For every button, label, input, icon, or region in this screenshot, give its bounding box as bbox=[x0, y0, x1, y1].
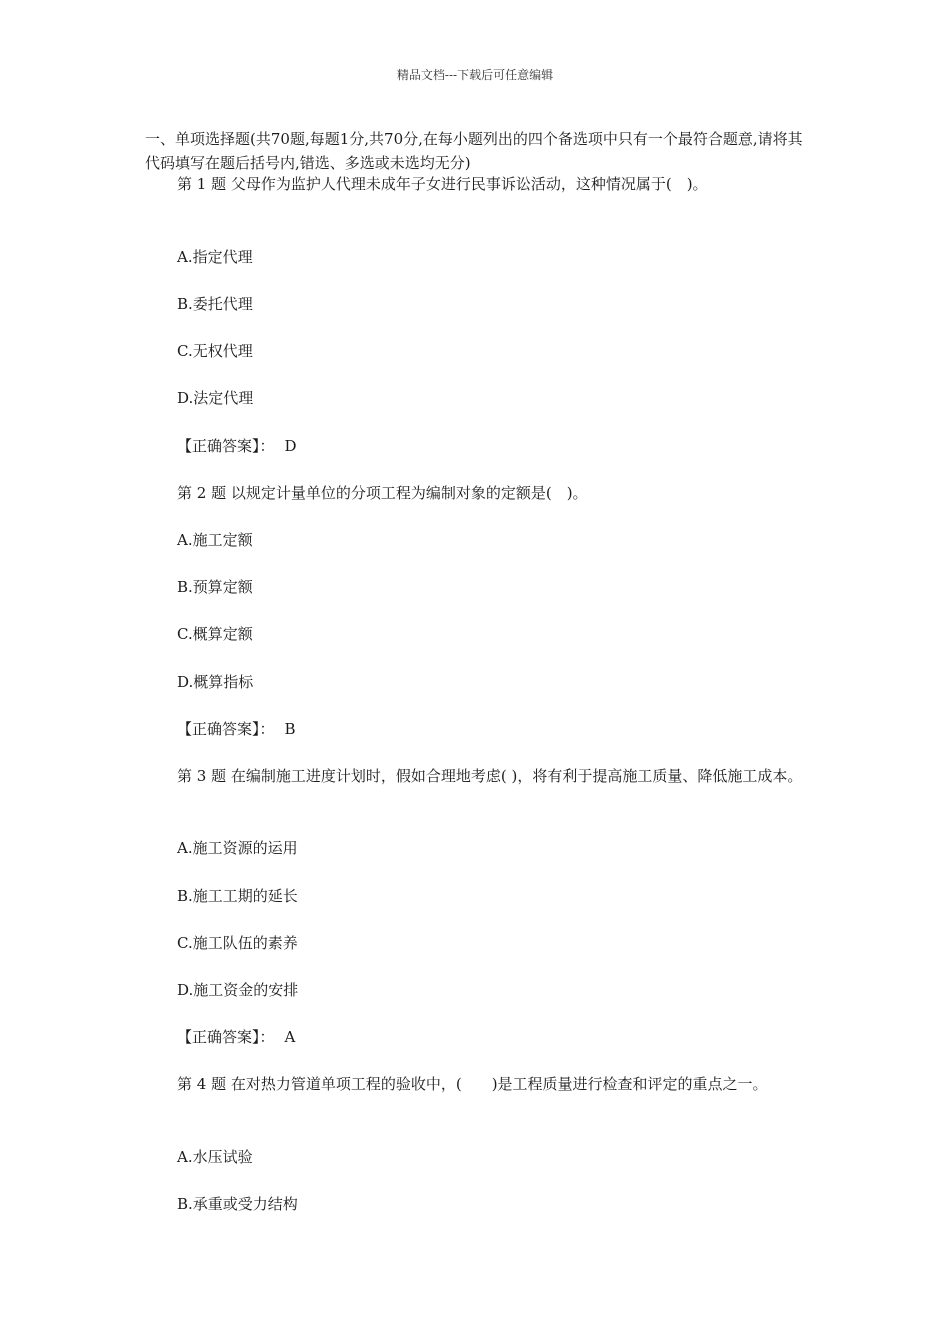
answer-label: 【正确答案】： bbox=[177, 437, 275, 455]
option-a: A.指定代理 bbox=[177, 248, 253, 266]
answer-value: B bbox=[284, 720, 296, 738]
question-stem: 第 2 题 以规定计量单位的分项工程为编制对象的定额是( )。 bbox=[177, 484, 588, 502]
answer-line bbox=[177, 434, 297, 458]
page-header-note: 精品文档---下载后可任意编辑 bbox=[396, 68, 554, 82]
option-a: A.水压试验 bbox=[177, 1148, 253, 1166]
question-2 bbox=[145, 481, 810, 505]
option-c: C.概算定额 bbox=[177, 625, 253, 643]
answer-value: D bbox=[284, 437, 297, 455]
question-3 bbox=[145, 764, 810, 788]
option-a: A.施工定额 bbox=[177, 531, 253, 549]
option-c: C.施工队伍的素养 bbox=[177, 934, 298, 952]
option-b: B.施工工期的延长 bbox=[177, 887, 298, 905]
answer-label: 【正确答案】： bbox=[177, 720, 275, 738]
question-1 bbox=[145, 172, 810, 196]
answer-label: 【正确答案】： bbox=[177, 1028, 275, 1046]
question-stem: 第 3 题 在编制施工进度计划时，假如合理地考虑( )，将有利于提高施工质量、降低施工成本。 bbox=[177, 767, 803, 785]
answer-line bbox=[177, 1025, 295, 1049]
option-b: B.委托代理 bbox=[177, 295, 253, 313]
option-b: B.预算定额 bbox=[177, 578, 253, 596]
question-stem: 第 4 题 在对热力管道单项工程的验收中，( )是工程质量进行检查和评定的重点之一。 bbox=[177, 1075, 768, 1093]
option-b: B.承重或受力结构 bbox=[177, 1195, 298, 1213]
option-d: D.法定代理 bbox=[177, 389, 254, 407]
answer-line bbox=[177, 717, 296, 741]
section-intro: 一、单项选择题(共70题,每题1分,共70分,在每小题列出的四个备选项中只有一个最符合题意,请将其代码填写在题后括号内,错选、多选或未选均无分) bbox=[145, 130, 803, 172]
option-c: C.无权代理 bbox=[177, 342, 253, 360]
question-stem: 第 1 题 父母作为监护人代理未成年子女进行民事诉讼活动，这种情况属于( )。 bbox=[177, 175, 708, 193]
question-4 bbox=[145, 1072, 810, 1096]
option-a: A.施工资源的运用 bbox=[177, 839, 298, 857]
option-d: D.概算指标 bbox=[177, 673, 254, 691]
answer-value: A bbox=[284, 1028, 296, 1046]
option-d: D.施工资金的安排 bbox=[177, 981, 299, 999]
